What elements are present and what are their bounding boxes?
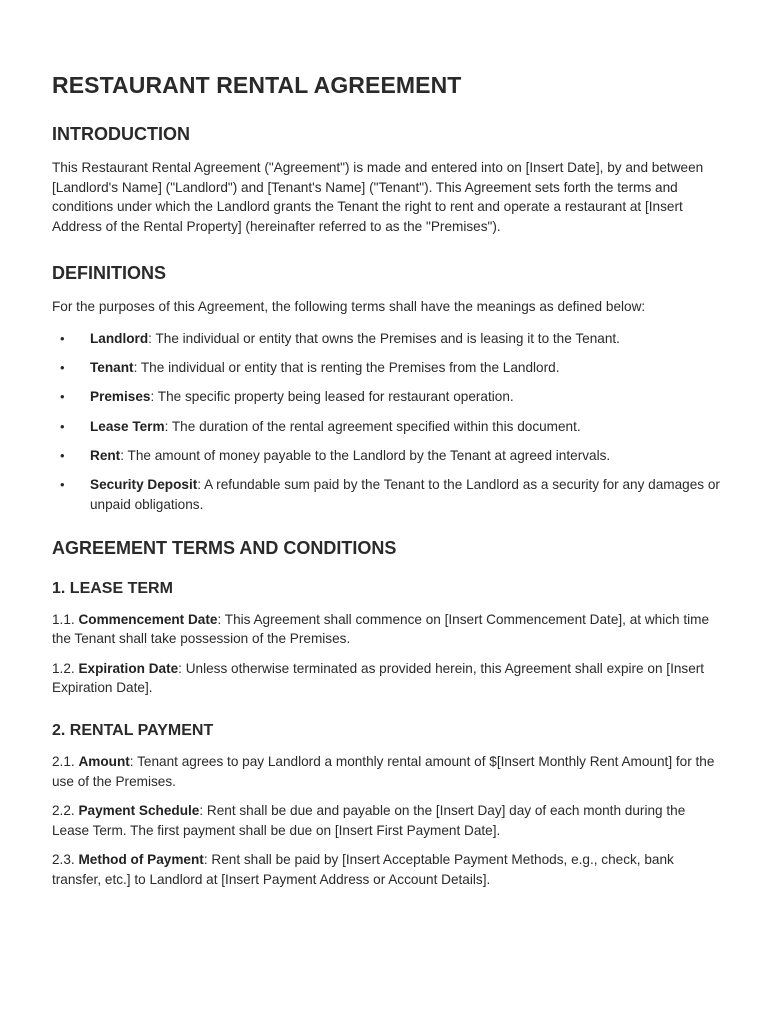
clause-text: : Rent shall be due and payable on the [Insert Day] day of each month during the Lease Term. The first payment shall be due on [Insert First Payment Date]. xyxy=(52,803,686,838)
introduction-paragraph: This Restaurant Rental Agreement ("Agreement") is made and entered into on [Insert Date], by and between [Landlord's Name] ("Landlord") and [Tenant's Name] ("Tenant"). This Agreement sets forth the terms and conditions under which the Landlord grants the Tenant the right to rent and operate a restaurant at [Insert Address of the Rental Property] (hereinafter referred to as the "Premises"). xyxy=(52,160,704,234)
clause-number: 1.1. xyxy=(52,611,79,627)
rental-payment-heading: 2. RENTAL PAYMENT xyxy=(52,722,214,740)
clause-number: 2.2. xyxy=(52,803,79,819)
definition-text: : The amount of money payable to the Landlord by the Tenant at agreed intervals. xyxy=(120,447,611,463)
bullet-icon: • xyxy=(60,389,65,405)
definition-item xyxy=(52,475,720,514)
lease-term-heading: 1. LEASE TERM xyxy=(52,579,173,597)
document-page xyxy=(52,70,720,890)
definition-term: Lease Term xyxy=(90,418,165,434)
clause-text: : Tenant agrees to pay Landlord a monthly rental amount of $[Insert Monthly Rent Amount] for the use of the Premises. xyxy=(52,754,715,789)
clause-number: 2.3. xyxy=(52,852,79,868)
bullet-icon: • xyxy=(60,330,65,346)
clause-paragraph xyxy=(52,801,720,840)
definition-text: : The specific property being leased for restaurant operation. xyxy=(150,389,514,405)
definition-item xyxy=(52,329,720,349)
definitions-section xyxy=(52,261,720,514)
definitions-heading: DEFINITIONS xyxy=(52,263,167,284)
definition-text: : The individual or entity that is renting the Premises from the Landlord. xyxy=(133,360,560,376)
clause-paragraph xyxy=(52,850,720,889)
definition-text: : A refundable sum paid by the Tenant to the Landlord as a security for any damages or unpaid obligations. xyxy=(90,476,720,512)
definition-text: : The individual or entity that owns the Premises and is leasing it to the Tenant. xyxy=(148,330,620,346)
definition-term: Rent xyxy=(90,447,121,463)
clause-label: Payment Schedule xyxy=(78,803,200,819)
definition-term: Landlord xyxy=(90,330,149,346)
bullet-icon: • xyxy=(60,360,65,376)
definition-term: Security Deposit xyxy=(90,476,198,492)
clause-label: Expiration Date xyxy=(78,660,179,676)
definition-text: : The duration of the rental agreement specified within this document. xyxy=(164,418,581,434)
definition-item xyxy=(52,358,720,378)
clause-paragraph xyxy=(52,659,720,698)
clause-label: Commencement Date xyxy=(78,611,218,627)
definition-term: Premises xyxy=(90,389,151,405)
clause-number: 1.2. xyxy=(52,660,79,676)
clause-label: Amount xyxy=(78,754,130,770)
clause-text: : Unless otherwise terminated as provided herein, this Agreement shall expire on [Insert Expiration Date]. xyxy=(52,660,705,696)
introduction-section xyxy=(52,122,720,236)
terms-heading: AGREEMENT TERMS AND CONDITIONS xyxy=(52,537,397,558)
clause-text: : This Agreement shall commence on [Insert Commencement Date], at which time the Tenant shall take possession of the Premises. xyxy=(52,611,710,647)
definition-item xyxy=(52,387,720,407)
terms-section xyxy=(52,536,720,890)
clause-number: 2.1. xyxy=(52,754,79,770)
bullet-icon: • xyxy=(60,447,65,463)
clause-text: : Rent shall be paid by [Insert Acceptable Payment Methods, e.g., check, bank transfer, etc.] to Landlord at [Insert Payment Address or Account Details]. xyxy=(52,852,674,888)
introduction-heading: INTRODUCTION xyxy=(52,124,190,144)
definitions-list xyxy=(52,329,720,514)
bullet-icon: • xyxy=(60,476,65,492)
clause-paragraph xyxy=(52,752,720,791)
clause-label: Method of Payment xyxy=(78,852,204,868)
definitions-intro: For the purposes of this Agreement, the following terms shall have the meanings as defined below: xyxy=(52,299,646,315)
document-title: RESTAURANT RENTAL AGREEMENT xyxy=(52,72,462,98)
bullet-icon: • xyxy=(60,418,65,434)
definition-item xyxy=(52,446,720,466)
clause-paragraph xyxy=(52,610,720,649)
definition-item xyxy=(52,417,720,437)
definition-term: Tenant xyxy=(90,360,134,376)
